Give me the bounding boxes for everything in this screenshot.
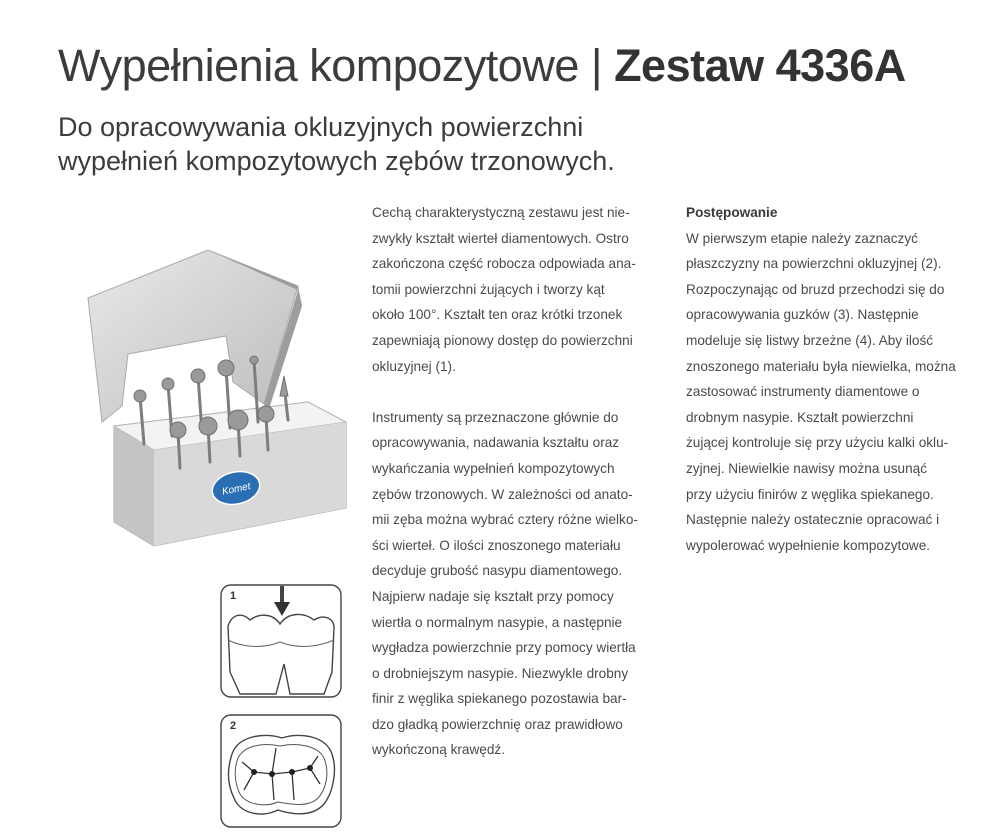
text-line: W pierwszym etapie należy zaznaczyć bbox=[686, 230, 918, 246]
tooth-occlusal-view-with-fissure-points-icon bbox=[220, 714, 342, 828]
text-line: płaszczyzny na powierzchni okluzyjnej (2). bbox=[686, 256, 942, 272]
bur-set-box-icon bbox=[58, 236, 348, 556]
text-line: Następnie należy ostatecznie opracować i bbox=[686, 512, 940, 528]
text-line: wygładza powierzchnie przy pomocy wiertła bbox=[372, 640, 636, 656]
description-paragraph-2 bbox=[372, 405, 662, 763]
subtitle-line-2: wypełnień kompozytowych zębów trzonowych. bbox=[58, 146, 615, 176]
text-line: opracowywania, nadawania kształtu oraz bbox=[372, 435, 620, 451]
diagram-2-number: 2 bbox=[230, 720, 237, 732]
text-line: Najpierw nadaje się kształt przy pomocy bbox=[372, 588, 614, 604]
text-line: o drobniejszym nasypie. Niezwykle drobny bbox=[372, 665, 629, 681]
description-column bbox=[372, 200, 662, 763]
text-line: drobnym nasypie. Kształt powierzchni bbox=[686, 409, 914, 425]
text-line: zyjnej. Niewielkie nawisy można usunąć bbox=[686, 460, 928, 476]
text-line: modeluje się listwy brzeżne (4). Aby ilość bbox=[686, 332, 934, 348]
page-subtitle bbox=[58, 110, 615, 178]
text-line: finir z węglika spiekanego pozostawia bar- bbox=[372, 691, 627, 707]
procedure-column bbox=[686, 200, 986, 558]
text-line: opracowywania guzków (3). Następnie bbox=[686, 307, 919, 323]
text-line: przy użyciu finirów z węglika spiekanego. bbox=[686, 486, 934, 502]
tooth-side-view-with-bur-icon bbox=[220, 584, 342, 698]
text-line: zwykły kształt wierteł diamentowych. Ostro bbox=[372, 230, 629, 246]
diagram-1-number: 1 bbox=[230, 590, 237, 602]
diagram-1-side-view bbox=[220, 584, 342, 698]
diagram-2-occlusal-view bbox=[220, 714, 342, 828]
text-line: tomii powierzchni żujących i tworzy kąt bbox=[372, 281, 605, 297]
description-paragraph-1 bbox=[372, 200, 662, 379]
text-line: zakończona część robocza odpowiada ana- bbox=[372, 256, 636, 272]
title-product-set: Zestaw 4336A bbox=[614, 40, 906, 91]
subtitle-line-1: Do opracowywania okluzyjnych powierzchni bbox=[58, 112, 584, 142]
text-line: wypolerować wypełnienie kompozytowe. bbox=[686, 537, 931, 553]
text-line: wiertła o normalnym nasypie, a następnie bbox=[372, 614, 623, 630]
text-line: dzo gładką powierzchnię oraz prawidłowo bbox=[372, 716, 623, 732]
title-separator: | bbox=[590, 40, 603, 91]
text-line: Cechą charakterystyczną zestawu jest nie- bbox=[372, 205, 630, 220]
title-main: Wypełnienia kompozytowe bbox=[58, 40, 579, 91]
text-line: żującej kontroluje się przy użyciu kalki oklu- bbox=[686, 435, 949, 451]
procedure-heading: Postępowanie bbox=[686, 205, 778, 220]
procedure-paragraph bbox=[686, 226, 986, 559]
product-image-bur-set bbox=[58, 236, 348, 556]
text-line: ści wierteł. O ilości znoszonego materiału bbox=[372, 537, 621, 553]
text-line: znoszonego materiału była niewielka, można bbox=[686, 358, 956, 374]
text-line: zapewniają pionowy dostęp do powierzchni bbox=[372, 332, 633, 348]
text-line: decyduje grubość nasypu diamentowego. bbox=[372, 563, 623, 579]
komet-logo-text: Komet bbox=[221, 481, 252, 498]
text-line: Rozpoczynając od bruzd przechodzi się do bbox=[686, 281, 945, 297]
page-title bbox=[58, 40, 906, 92]
text-line: około 100°. Kształt ten oraz krótki trzonek bbox=[372, 307, 623, 323]
text-line: mii zęba można wybrać cztery różne wielko- bbox=[372, 512, 638, 528]
text-line: Instrumenty są przeznaczone głównie do bbox=[372, 409, 619, 425]
text-line: okluzyjnej (1). bbox=[372, 358, 456, 374]
text-line: zastosować instrumenty diamentowe o bbox=[686, 384, 920, 400]
text-line: wykończoną krawędź. bbox=[372, 742, 505, 758]
text-line: wykańczania wypełnień kompozytowych bbox=[372, 460, 615, 476]
text-line: zębów trzonowych. W zależności od anato- bbox=[372, 486, 633, 502]
